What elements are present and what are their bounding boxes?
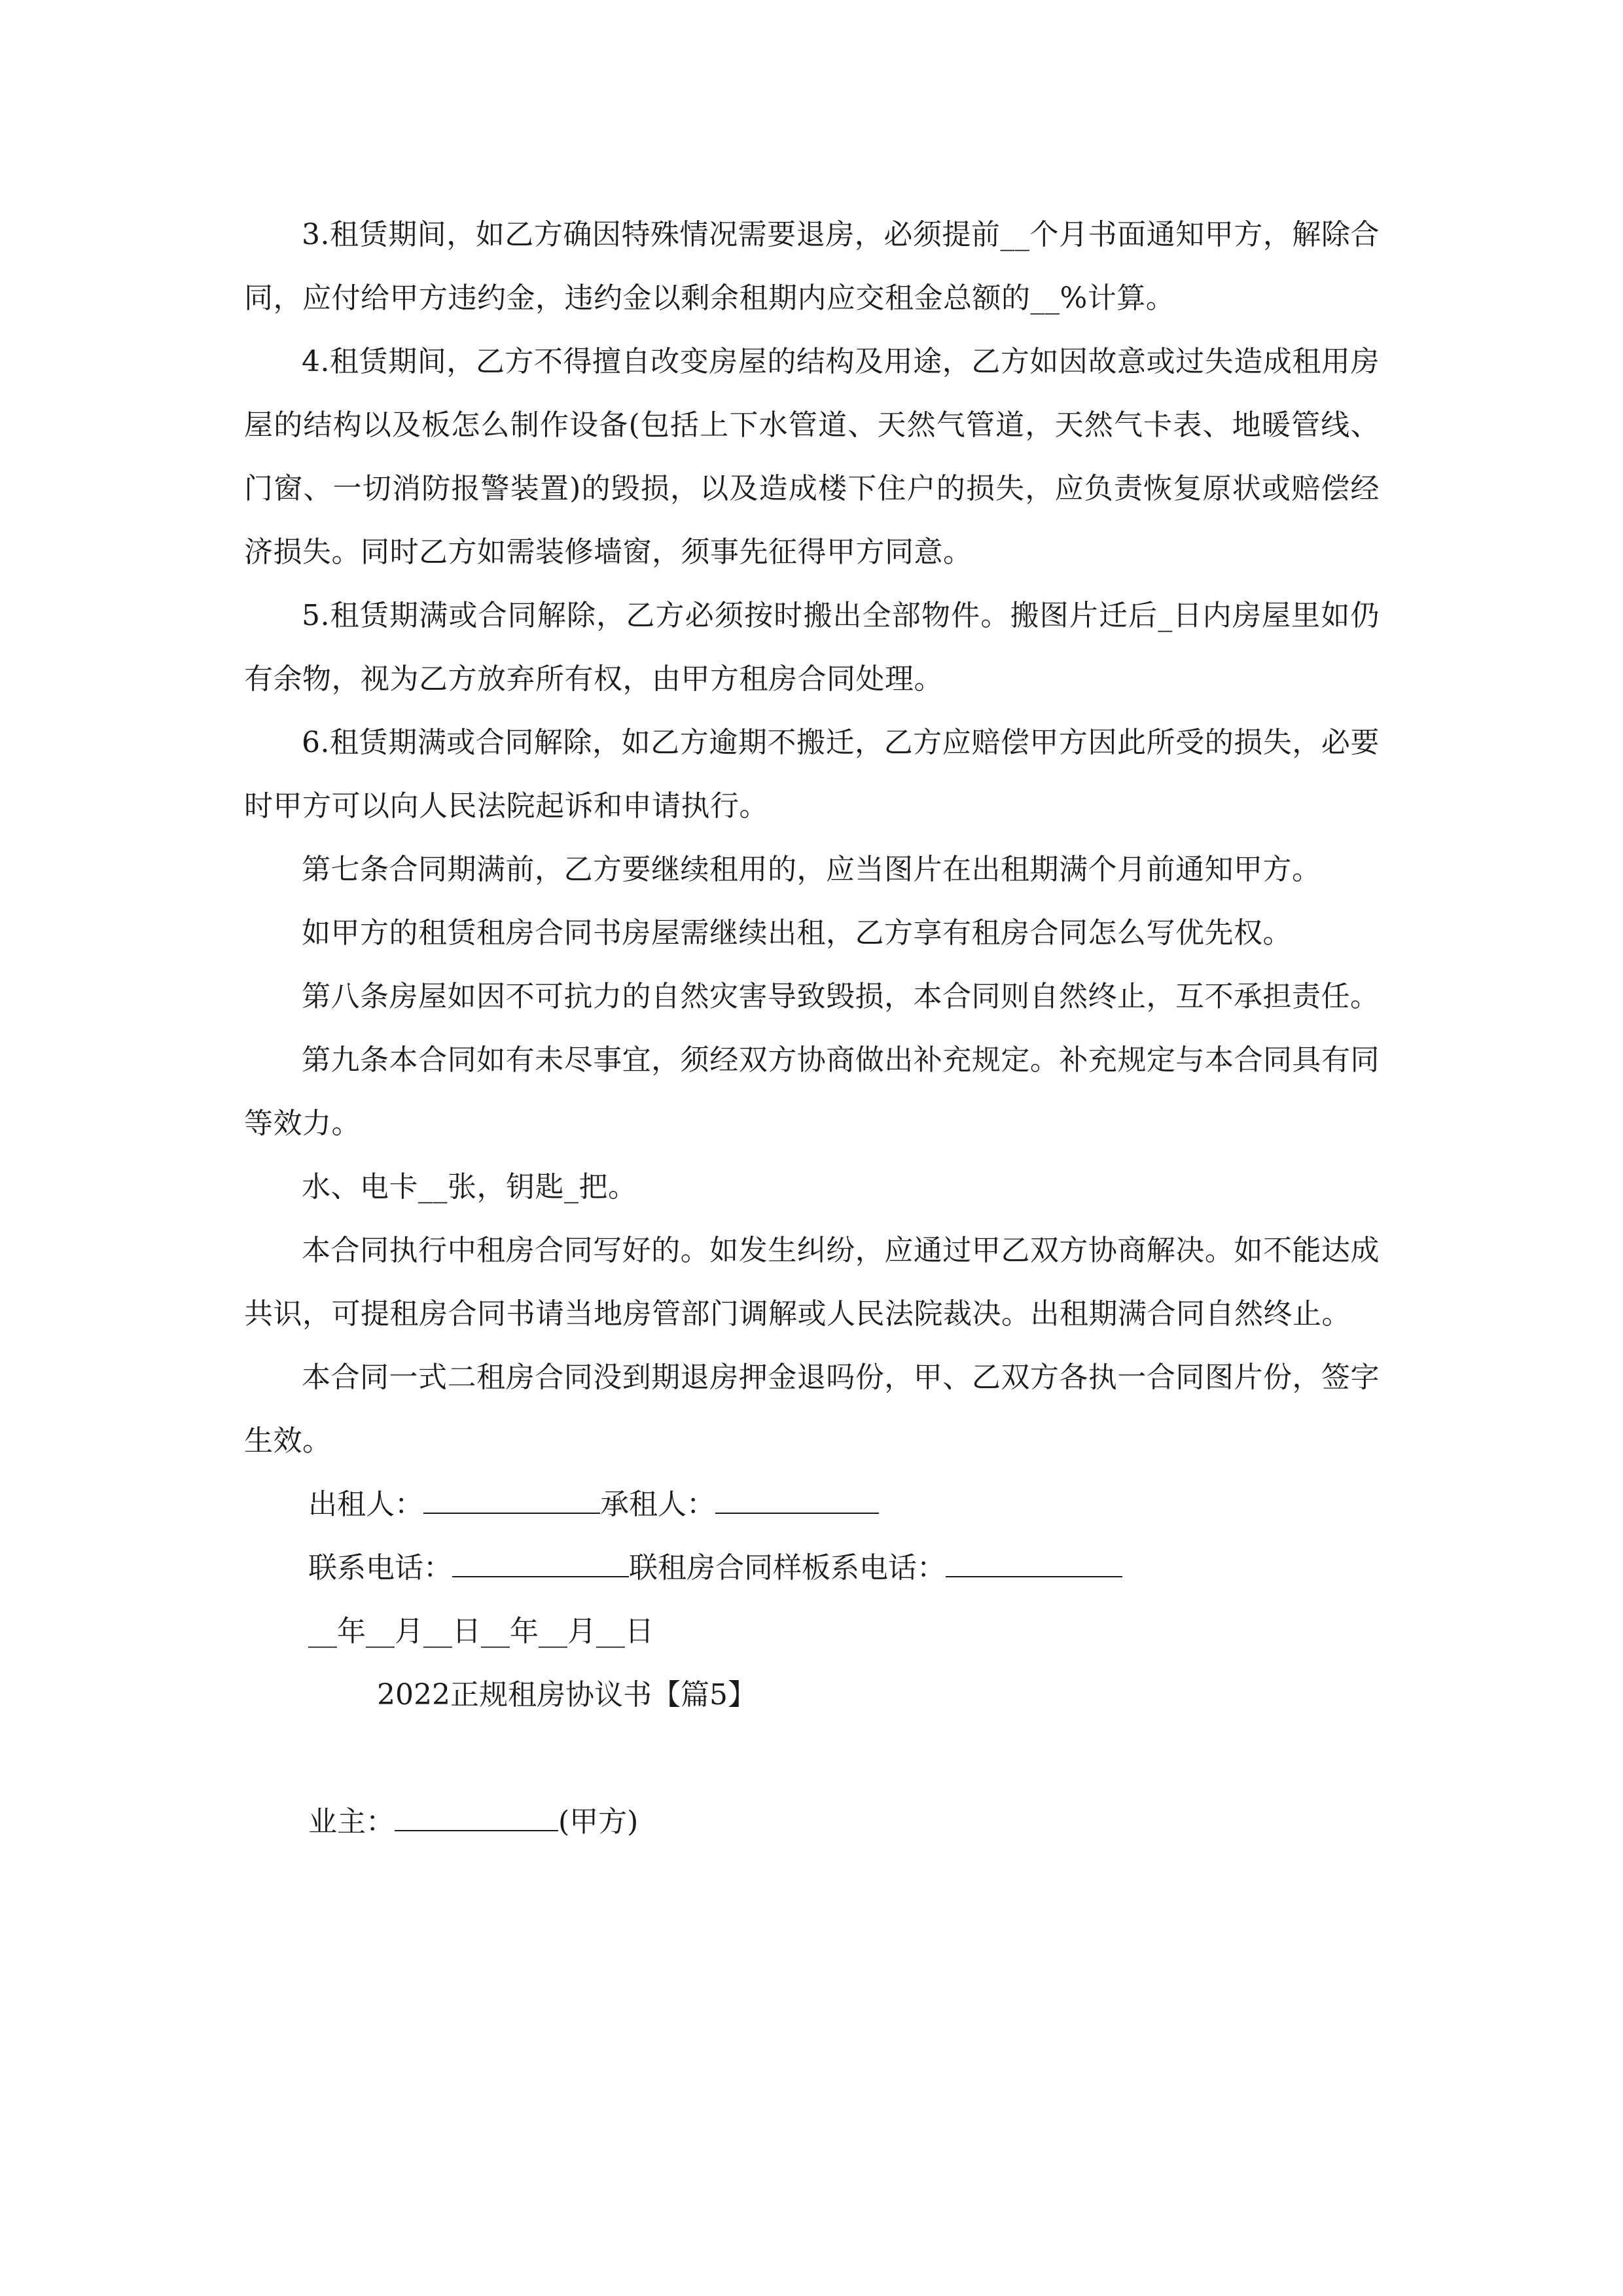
phone-blank [452,1550,629,1577]
clause-3: 3.租赁期间，如乙方确因特殊情况需要退房，必须提前__个月书面通知甲方，解除合同，应付给甲方违约金，违约金以剩余租期内应交租金总额的__%计算。 [244,218,1380,315]
owner-label: 业主： [308,1805,395,1839]
clause-4: 4.租赁期间，乙方不得擅自改变房屋的结构及用途，乙方如因故意或过失造成租用房屋的结构以及板怎么制作设备(包括上下水管道、天然气管道，天然气卡表、地暖管线、门窗、一切消防报警装置)的毁损，以及造成楼下住户的损失，应负责恢复原状或赔偿经济损失。同时乙方如需装修墙窗，须事先征得甲方同意。 [244,345,1380,569]
phone-label: 联系电话： [308,1551,452,1585]
document-body [244,203,1380,1854]
owner-suffix: (甲方) [558,1805,639,1839]
lessee-blank [715,1486,879,1514]
article-7: 第七条合同期满前，乙方要继续租用的，应当图片在出租期满个月前通知甲方。 [302,853,1321,886]
owner-line [244,1790,1380,1854]
owner-blank [395,1804,558,1831]
keys-cards: 水、电卡__张，钥匙_把。 [302,1170,637,1204]
article-8: 第八条房屋如因不可抗力的自然灾害导致毁损，本合同则自然终止，互不承担责任。 [302,980,1380,1013]
renewal-priority: 如甲方的租赁租房合同书房屋需继续出租，乙方享有租房合同怎么写优先权。 [302,916,1292,950]
lessor-label: 出租人： [308,1488,423,1521]
signature-parties-line [244,1473,1380,1536]
phone2-label: 联租房合同样板系电话： [629,1551,946,1585]
copies-clause: 本合同一式二租房合同没到期退房押金退吗份，甲、乙双方各执一合同图片份，签字生效。 [244,1361,1380,1458]
clause-6: 6.租赁期满或合同解除，如乙方逾期不搬迁，乙方应赔偿甲方因此所受的损失，必要时甲方可以向人民法院起诉和申请执行。 [244,726,1380,823]
section-heading: 2022正规租房协议书【篇5】 [377,1678,757,1712]
date-line: __年__月__日__年__月__日 [308,1615,654,1648]
signature-phone-line [244,1536,1380,1600]
phone2-blank [946,1550,1122,1577]
article-9: 第九条本合同如有未尽事宜，须经双方协商做出补充规定。补充规定与本合同具有同等效力。 [244,1043,1380,1140]
lessee-label: 承租人： [600,1488,715,1521]
lessor-blank [423,1486,600,1514]
dispute-resolution: 本合同执行中租房合同写好的。如发生纠纷，应通过甲乙双方协商解决。如不能达成共识，可提租房合同书请当地房管部门调解或人民法院裁决。出租期满合同自然终止。 [244,1234,1380,1331]
clause-5: 5.租赁期满或合同解除，乙方必须按时搬出全部物件。搬图片迁后_日内房屋里如仍有余物，视为乙方放弃所有权，由甲方租房合同处理。 [244,599,1380,696]
